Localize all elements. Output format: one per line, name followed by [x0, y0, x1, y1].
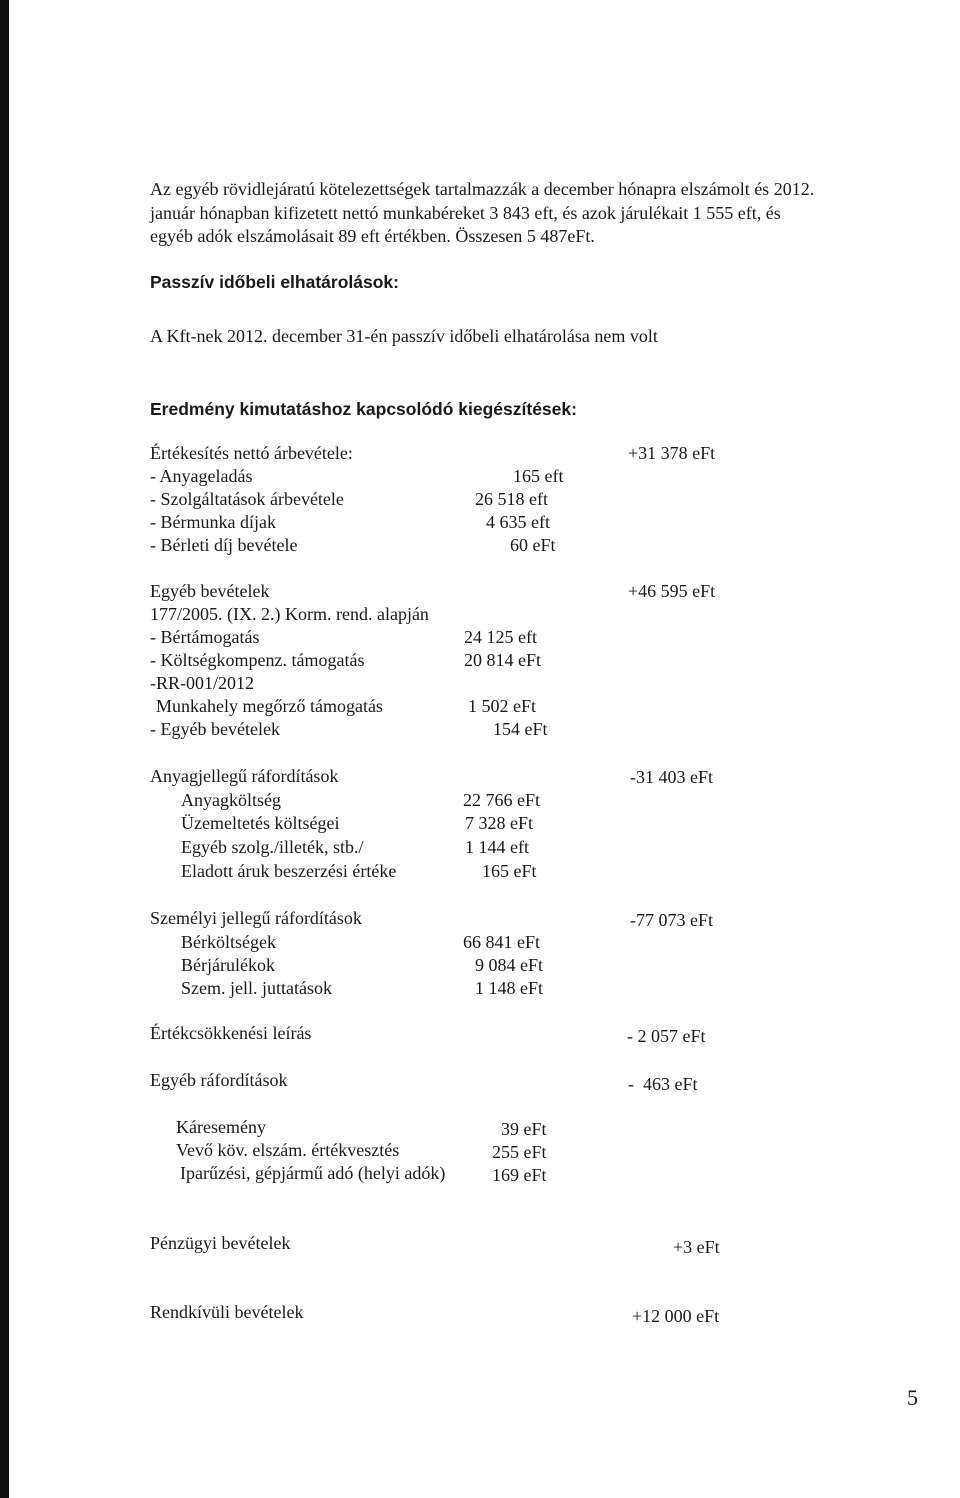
other-income-item-value: 154 eFt — [493, 719, 548, 739]
other-income-item-label: - Bértámogatás — [150, 627, 260, 647]
other-expenses-label: Egyéb ráfordítások — [150, 1070, 288, 1090]
financial-income-label: Pénzügyi bevételek — [150, 1233, 291, 1253]
sales-item-label: - Bérmunka díjak — [150, 512, 276, 532]
sales-item-value: 4 635 eft — [486, 512, 550, 532]
material-item-value: 7 328 eFt — [465, 813, 534, 833]
other-income-item-label: Munkahely megőrző támogatás — [156, 696, 383, 716]
material-item-label: Eladott áruk beszerzési értéke — [181, 861, 397, 881]
scan-edge-bar — [0, 0, 9, 1498]
other-expenses-item-label: Iparűzési, gépjármű adó (helyi adók) — [180, 1163, 446, 1183]
other-income-total: +46 595 eFt — [628, 581, 716, 601]
other-expenses-item-value: 39 eFt — [501, 1119, 547, 1139]
other-income-item-value: 20 814 eFt — [464, 650, 542, 670]
other-income-item-label: - Költségkompenz. támogatás — [150, 650, 365, 670]
material-total: -31 403 eFt — [630, 767, 713, 787]
sales-item-label: - Anyageladás — [150, 466, 253, 486]
sales-item-value: 165 eft — [513, 466, 564, 486]
page-number: 5 — [907, 1385, 918, 1410]
other-expenses-total: - 463 eFt — [628, 1074, 698, 1094]
personnel-label: Személyi jellegű ráfordítások — [150, 908, 362, 928]
other-income-label: Egyéb bevételek — [150, 581, 270, 601]
passive-text: A Kft-nek 2012. december 31-én passzív időbeli elhatárolása nem volt — [150, 326, 658, 346]
other-income-item-value: 24 125 eft — [464, 627, 537, 647]
depreciation-total: - 2 057 eFt — [627, 1026, 706, 1046]
personnel-item-value: 1 148 eFt — [475, 978, 544, 998]
sales-label: Értékesítés nettó árbevétele: — [150, 443, 353, 463]
sales-item-label: - Szolgáltatások árbevétele — [150, 489, 344, 509]
personnel-item-value: 66 841 eFt — [463, 932, 541, 952]
other-expenses-item-label: Káresemény — [176, 1117, 266, 1137]
intro-line-1: Az egyéb rövidlejáratú kötelezettségek tartalmazzák a december hónapra elszámolt és 2012. — [150, 179, 815, 199]
intro-paragraph — [150, 178, 890, 249]
extraordinary-income-label: Rendkívüli bevételek — [150, 1302, 304, 1322]
personnel-item-label: Bérköltségek — [181, 932, 276, 952]
other-income-item-value: 1 502 eFt — [468, 696, 537, 716]
other-income-item-label: - Egyéb bevételek — [150, 719, 280, 739]
sales-item-value: 26 518 eft — [475, 489, 548, 509]
material-item-label: Egyéb szolg./illeték, stb./ — [181, 837, 364, 857]
material-label: Anyagjellegű ráfordítások — [150, 766, 339, 786]
intro-line-2: január hónapban kifizetett nettó munkabéreket 3 843 eft, és azok járulékait 1 555 eft, és — [150, 202, 781, 223]
intro-line-3: egyéb adók elszámolásait 89 eft értékben. Összesen 5 487eFt. — [150, 226, 595, 246]
other-income-item-label: -RR-001/2012 — [150, 673, 255, 693]
passive-heading: Passzív időbeli elhatárolások: — [150, 272, 399, 292]
other-expenses-item-value: 255 eFt — [492, 1142, 547, 1162]
material-item-value: 1 144 eft — [465, 837, 529, 857]
material-item-label: Üzemeltetés költségei — [181, 813, 340, 833]
material-item-value: 165 eFt — [482, 861, 537, 881]
sales-item-value: 60 eFt — [510, 535, 556, 555]
sales-item-label: - Bérleti díj bevétele — [150, 535, 298, 555]
material-item-label: Anyagköltség — [181, 790, 281, 810]
depreciation-label: Értékcsökkenési leírás — [150, 1023, 312, 1043]
other-income-basis: 177/2005. (IX. 2.) Korm. rend. alapján — [150, 604, 429, 624]
other-expenses-item-label: Vevő köv. elszám. értékvesztés — [176, 1140, 400, 1160]
personnel-item-label: Szem. jell. juttatások — [181, 978, 332, 998]
other-expenses-item-value: 169 eFt — [492, 1165, 547, 1185]
material-item-value: 22 766 eFt — [463, 790, 541, 810]
personnel-total: -77 073 eFt — [630, 910, 713, 930]
financial-income-total: +3 eFt — [673, 1237, 720, 1257]
personnel-item-label: Bérjárulékok — [181, 955, 275, 975]
personnel-item-value: 9 084 eFt — [475, 955, 544, 975]
sales-total: +31 378 eFt — [628, 443, 716, 463]
income-heading: Eredmény kimutatáshoz kapcsolódó kiegészítések: — [150, 399, 577, 419]
extraordinary-income-total: +12 000 eFt — [632, 1306, 720, 1326]
